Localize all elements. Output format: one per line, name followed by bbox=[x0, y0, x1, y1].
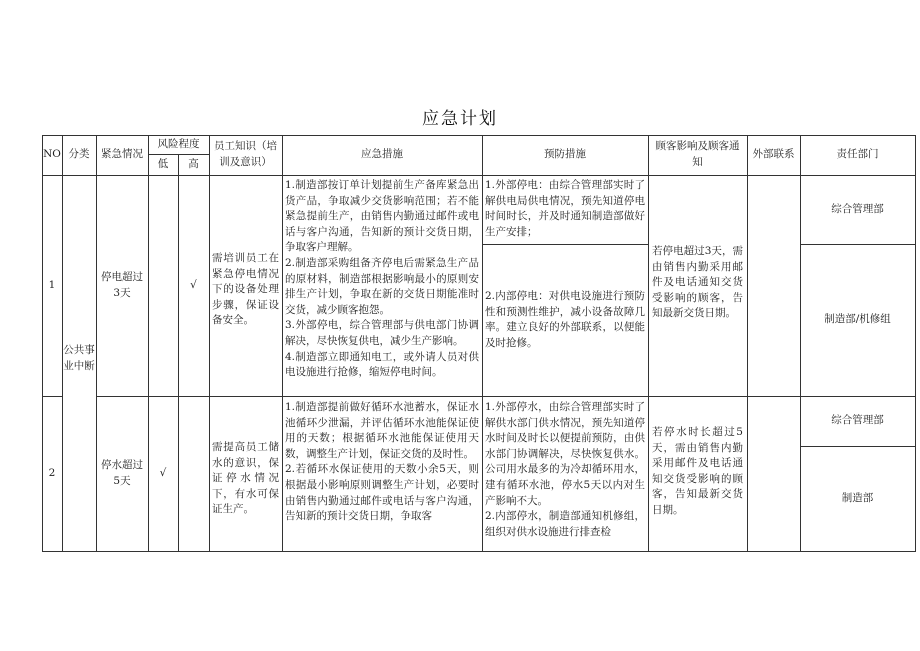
page-title: 应急计划 bbox=[422, 109, 498, 129]
row-2-risk-high bbox=[178, 396, 209, 551]
prevention-item: 2.内部停水，制造部通知机修组，组织对供水设施进行排查检 bbox=[485, 510, 645, 538]
row-1-risk-high: √ bbox=[190, 278, 197, 291]
header-department: 责任部门 bbox=[836, 148, 879, 161]
row-2-knowledge: 需提高员工储水的意识，保证停水情况下，有水可保证生产。 bbox=[212, 441, 279, 516]
header-no: NO bbox=[43, 148, 61, 161]
header-external: 外部联系 bbox=[752, 148, 795, 161]
measure-item: 1.制造部提前做好循环水池蓄水，保证水池循环少泄漏，并评估循环水池能保证使用的天数；根据循环水池能保证使用天数，调整生产计划，保证交货的及时性。 bbox=[285, 401, 479, 460]
emergency-plan-table bbox=[42, 135, 916, 552]
header-measures: 应急措施 bbox=[361, 148, 403, 161]
row-2-department-1: 综合管理部 bbox=[831, 414, 884, 427]
prevention-item: 1.外部停水，由综合管理部实时了解供水部门供水情况，预先知道停水时间及时长以便提前预防，由供水部门协调解决，尽快恢复供水。公司用水最多的为冷却循环用水，建有循环水池，停水5天以内对生产影响不大。 bbox=[485, 401, 645, 507]
row-1-risk-low bbox=[148, 175, 178, 396]
row-2-prevention bbox=[482, 399, 648, 540]
row-1-department-2: 制造部/机修组 bbox=[824, 313, 891, 326]
row-1-customer: 若停电超过3天，需由销售内勤采用邮件及电话通知交货受影响的顾客，告知最新交货日期。 bbox=[652, 245, 743, 320]
row-1-department-1: 综合管理部 bbox=[831, 202, 884, 215]
header-customer: 顾客影响及顾客通知 bbox=[655, 140, 740, 168]
measure-item: 3.外部停电，综合管理部与供电部门协调解决，尽快恢复供电，减少生产影响。 bbox=[285, 319, 479, 347]
measure-item: 2.若循环水保证使用的天数小余5天，则根据最小影响原则调整生产计划，必要时由销售内勤通过邮件或电话与客户沟通，告知新的预计交货日期，争取客 bbox=[285, 463, 479, 523]
row-1-knowledge: 需培训员工在紧急停电情况下的设备处理步骤，保证设备安全。 bbox=[212, 252, 279, 327]
row-1-external bbox=[747, 175, 800, 396]
row-1-prevention-1: 1.外部停电：由综合管理部实时了解供电局供电情况，预先知道停电时间时长，并及时通知制造部做好生产安排； bbox=[485, 179, 645, 238]
header-risk-low: 低 bbox=[157, 157, 169, 170]
header-prevention: 预防措施 bbox=[544, 148, 586, 161]
row-2-emergency: 停水超过5天 bbox=[101, 458, 143, 487]
row-2-risk-low: √ bbox=[159, 466, 167, 479]
header-category: 分类 bbox=[68, 148, 90, 161]
header-emergency: 紧急情况 bbox=[101, 148, 143, 161]
row-2-no: 2 bbox=[48, 466, 56, 479]
header-risk-level: 风险程度 bbox=[157, 137, 200, 150]
row-2-customer: 若停水时长超过5天，需由销售内勤采用邮件及电话通知交货受影响的顾客，告知最新交货日期。 bbox=[652, 426, 743, 516]
row-1-no: 1 bbox=[48, 278, 56, 291]
measure-item: 2.制造部采购组备齐停电后需紧急生产品的原材料，制造部根据影响最小的原则安排生产计划，争取在新的交货日期能准时交货，减少顾客抱怨。 bbox=[285, 256, 479, 316]
row-1-prevention-2: 2.内部停电：对供电设施进行预防性和预测性维护，减小设备故障几率。建立良好的外部联系，以便能及时抢修。 bbox=[485, 290, 645, 349]
row-2-external bbox=[747, 396, 800, 551]
header-knowledge: 员工知识（培训及意识） bbox=[214, 140, 277, 168]
row-2-department-2: 制造部 bbox=[841, 491, 874, 504]
row-1-emergency: 停电超过3天 bbox=[101, 270, 143, 299]
row-1-measures bbox=[282, 177, 482, 381]
category-cell: 公共事业中断 bbox=[63, 344, 95, 372]
header-risk-high: 高 bbox=[188, 157, 199, 170]
measure-item: 1.制造部按订单计划提前生产备库紧急出货产品，争取减少交货影响范围；若不能紧急提前生产，由销售内勤通过邮件或电话与客户沟通，告知新的预计交货日期，争取客户理解。 bbox=[285, 179, 479, 254]
measure-item: 4.制造部立即通知电工，或外请人员对供电设施进行抢修，缩短停电时间。 bbox=[285, 350, 479, 379]
row-2-measures bbox=[282, 399, 482, 525]
